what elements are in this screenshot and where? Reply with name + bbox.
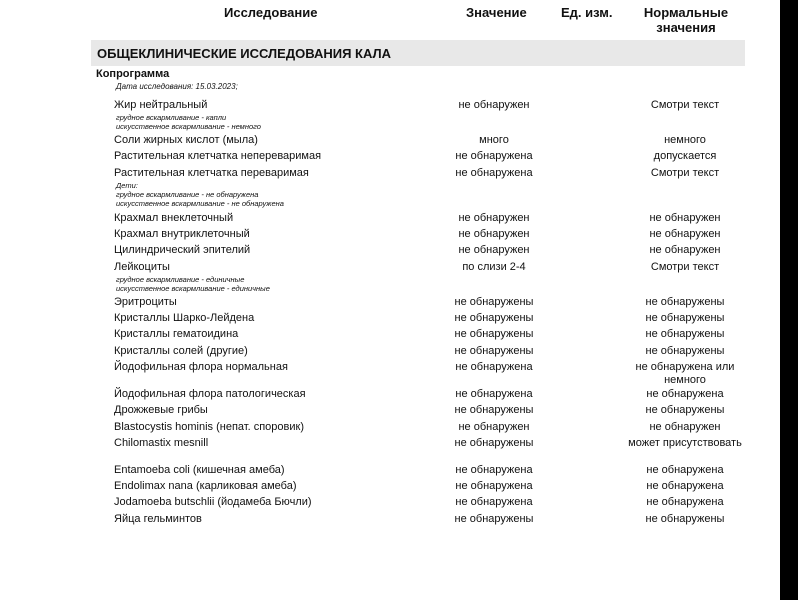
table-row [0,148,780,164]
row-name: Йодофильная флора патологическая [114,387,306,400]
row-value: не обнаружены [454,437,534,450]
row-name: Цилиндрический эпителий [114,244,251,257]
row-value: не обнаружена [455,496,533,509]
note-line: искусственное вскармливание - не обнаружена [116,199,284,209]
table-row [0,97,780,113]
row-value: не обнаружены [454,295,534,308]
note-line: искусственное вскармливание - немного [116,122,261,132]
row-name: Крахмал внутриклеточный [114,227,250,240]
table-row [0,310,780,326]
row-name: Растительная клетчатка непереваримая [114,150,322,163]
row-norm: не обнаружены [645,344,725,357]
section-title: ОБЩЕКЛИНИЧЕСКИЕ ИССЛЕДОВАНИЯ КАЛА [97,46,392,61]
row-name: Кристаллы солей (другие) [114,344,248,357]
row-value: не обнаружен [458,244,530,257]
row-value: не обнаружены [454,512,534,525]
date-note: Дата исследования: 15.03.2023; [116,82,238,91]
note-line: грудное вскармливание - капли [116,113,227,123]
row-value: не обнаружен [458,99,530,111]
table-row [0,359,780,386]
table-row [0,402,780,418]
column-header-norm-line1: Нормальные [643,5,729,20]
table-row [0,419,780,435]
row-value: не обнаружен [458,227,530,240]
table-row [0,478,780,494]
row-note [0,181,780,209]
row-norm: Смотри текст [650,99,720,111]
note-line: грудное вскармливание - единичные [116,275,245,285]
row-norm: не обнаружены [645,295,725,308]
note-line: Дети: [116,181,138,191]
row-note [0,113,780,132]
row-value: не обнаружены [454,328,534,341]
note-line: искусственное вскармливание - единичные [116,284,270,294]
row-name: Endolimax nana (карликовая амеба) [114,480,297,493]
row-norm: не обнаружен [649,244,721,257]
row-name: Blastocystis hominis (непат. споровик) [114,420,304,433]
row-value: не обнаружены [454,344,534,357]
table-row [0,226,780,242]
table-row [0,343,780,359]
table-row [0,132,780,148]
row-name: Крахмал внеклеточный [114,211,234,224]
row-norm: не обнаружена или немного [635,361,735,387]
row-name: Лейкоциты [114,260,170,273]
row-norm: не обнаружена [646,480,724,493]
row-name: Соли жирных кислот (мыла) [114,133,258,146]
row-value: не обнаружена [455,166,533,179]
row-norm: может присутствовать [628,437,742,450]
row-value: не обнаружена [455,387,533,400]
row-value: много [479,133,509,146]
row-norm: не обнаружены [645,512,725,525]
row-note [0,275,780,294]
section-bar [91,40,745,66]
row-name: Chilomastix mesnill [114,437,209,450]
column-header-name: Исследование [224,5,318,20]
row-norm: не обнаружен [649,227,721,240]
row-value: не обнаружена [455,361,533,374]
row-name: Растительная клетчатка переваримая [114,166,309,179]
column-header-value: Значение [466,5,527,20]
row-name: Яйца гельминтов [114,512,202,525]
row-norm: не обнаружена [646,463,724,476]
row-norm: не обнаружен [649,420,721,433]
table-row [0,165,780,181]
row-norm: Смотри текст [650,260,720,273]
table-row [0,259,780,275]
row-value: не обнаружена [455,150,533,163]
row-norm: не обнаружен [649,211,721,224]
group-title: Копрограмма [96,68,170,80]
row-name: Кристаллы Шарко-Лейдена [114,312,255,325]
row-value: не обнаружен [458,211,530,224]
row-norm: немного [664,133,706,146]
row-value: не обнаружен [458,420,530,433]
row-value: не обнаружены [454,404,534,417]
row-norm: не обнаружена [646,496,724,509]
row-name: Йодофильная флора нормальная [114,361,288,374]
table-row [0,210,780,226]
row-norm: не обнаружена [646,387,724,400]
note-line: грудное вскармливание - не обнаружена [116,190,259,200]
row-value: по слизи 2-4 [462,260,526,273]
column-header-norm-line2: значения [656,20,716,35]
row-norm: не обнаружены [645,328,725,341]
row-value: не обнаружены [454,312,534,325]
right-edge-bar [780,0,798,600]
table-row [0,494,780,510]
row-name: Jodamoeba butschlii (йодамеба Бючли) [114,496,312,509]
row-value: не обнаружена [455,463,533,476]
results-table [0,97,780,527]
row-name: Эритроциты [114,295,177,308]
table-row [0,386,780,402]
row-norm: не обнаружены [645,404,725,417]
row-name: Дрожжевые грибы [114,404,208,417]
row-norm: допускается [653,150,717,163]
row-name: Кристаллы гематоидина [114,328,239,341]
column-header-unit: Ед. изм. [561,5,613,20]
table-row [0,242,780,258]
row-norm: Смотри текст [650,166,720,179]
table-row [0,326,780,342]
column-header-norm [630,5,742,35]
table-row [0,435,780,462]
table-row [0,462,780,478]
table-row [0,294,780,310]
table-row [0,511,780,527]
row-norm: не обнаружены [645,312,725,325]
row-name: Entamoeba coli (кишечная амеба) [114,463,285,476]
row-name: Жир нейтральный [114,99,208,111]
row-value: не обнаружена [455,480,533,493]
